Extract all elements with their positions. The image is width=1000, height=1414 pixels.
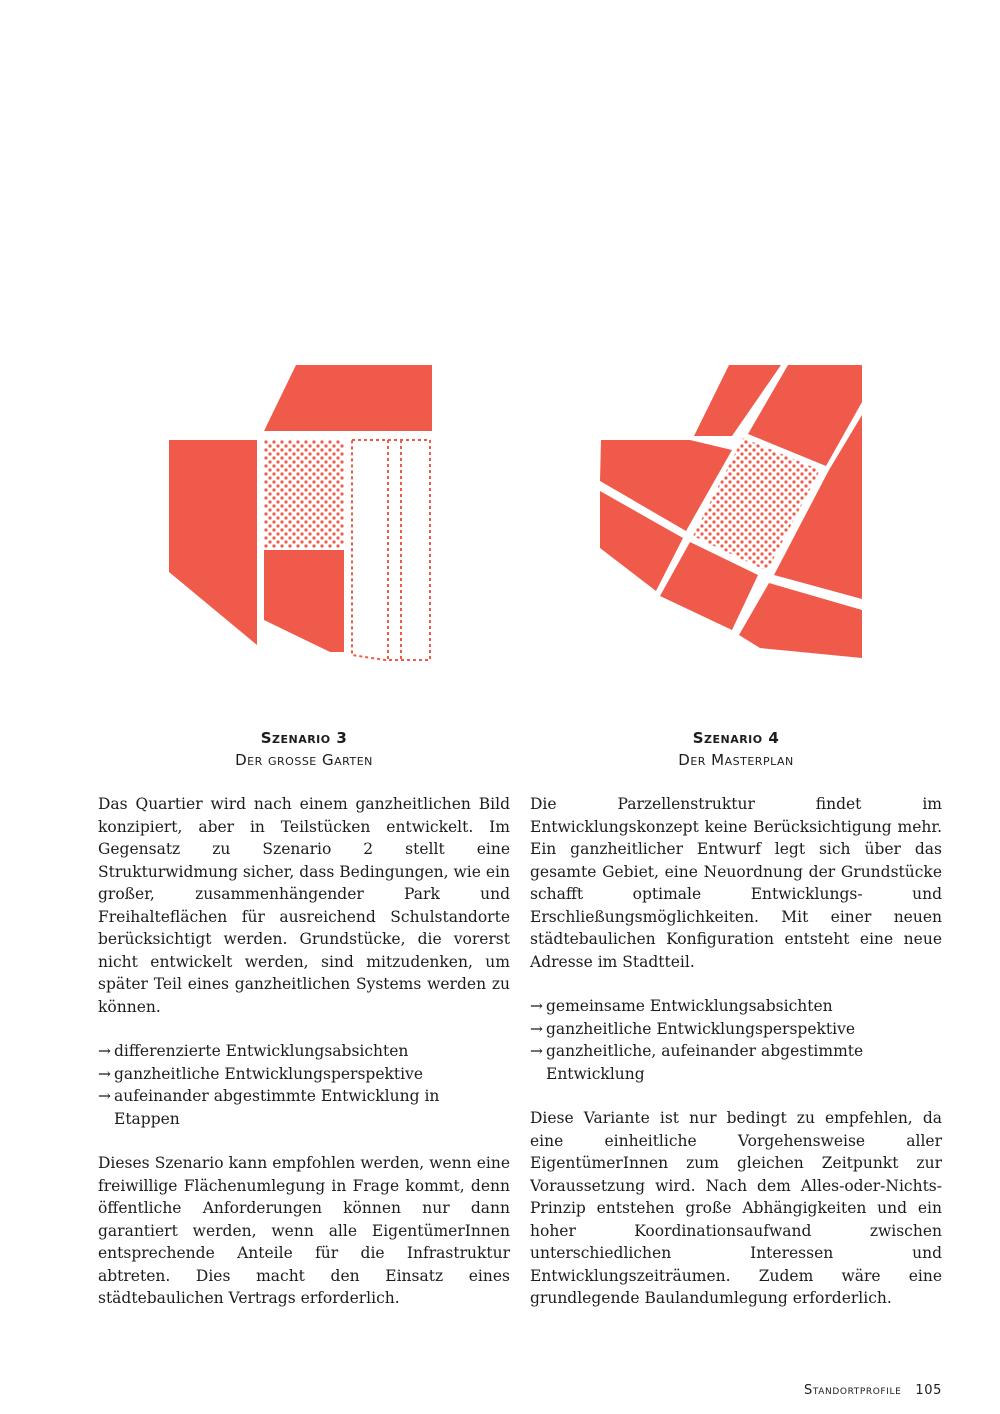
- scenario-3-bullet-list: [98, 1040, 510, 1130]
- scenario-4-title: Szenario 4: [692, 729, 780, 747]
- list-item-text: ganzheitliche, aufeinander abgestimmte Entwicklung: [546, 1042, 864, 1083]
- scenario-4-bullet-list: [530, 995, 942, 1085]
- park-area: [264, 440, 344, 548]
- arrow-right-icon: →: [98, 1087, 111, 1105]
- list-item: [98, 1040, 510, 1063]
- scenario-3-title: Szenario 3: [260, 729, 348, 747]
- arrow-right-icon: →: [98, 1064, 111, 1083]
- arrow-right-icon: →: [530, 1042, 543, 1060]
- list-item: [98, 1063, 510, 1086]
- footer-section-title: Standortprofile: [804, 1383, 902, 1398]
- list-item: [530, 1040, 942, 1085]
- arrow-right-icon: →: [530, 1019, 543, 1038]
- scenario-3-subtitle: Der grosse Garten: [235, 751, 373, 769]
- parcel-left: [169, 440, 257, 645]
- scenario-4-caption: [530, 728, 942, 771]
- list-item-text: aufeinander abgestimmte Entwicklung in Etappen: [114, 1087, 440, 1128]
- scenario-4-plan-graphic: [596, 360, 866, 660]
- page-number: 105: [915, 1383, 942, 1398]
- block-bottom-right: [739, 583, 862, 658]
- parcel-top: [264, 365, 432, 431]
- list-item-text: gemeinsame Entwicklungsabsichten: [546, 997, 833, 1015]
- list-item: [530, 995, 942, 1018]
- scenario-4-diagram: [596, 360, 866, 660]
- list-item: [98, 1085, 510, 1130]
- scenario-3-text-column: [98, 793, 510, 1332]
- reserved-parcel-right: [352, 440, 430, 660]
- scenario-3-diagram: [165, 360, 437, 666]
- scenario-3-conclusion: Dieses Szenario kann empfohlen werden, wenn eine freiwillige Flächenumlegung in Frage kommt, denn öffentliche Anforderungen können nur dann garantiert werden, wenn alle EigentümerInnen entsprechende Anteile für die Infrastruktur abtreten. Dies macht den Einsatz eines städtebaulichen Vertrags erforderlich.: [98, 1154, 510, 1307]
- parcel-bottom-middle: [264, 550, 344, 652]
- page-footer: [804, 1383, 942, 1398]
- list-item-text: differenzierte Entwicklungsabsichten: [114, 1042, 409, 1060]
- arrow-right-icon: →: [98, 1042, 111, 1060]
- scenario-3-plan-graphic: [165, 360, 437, 666]
- scenario-3-caption: [98, 728, 510, 771]
- scenario-4-intro: Die Parzellenstruktur findet im Entwicklungskonzept keine Berücksichtigung mehr. Ein ganzheitlicher Entwurf legt sich über das gesamte Gebiet, eine Neuordnung der Grundstücke schafft optimale Entwicklungs- und Erschließungsmöglichkeiten. Mit einer neuen städtebaulichen Konfiguration entsteht eine neue Adresse im Stadtteil.: [530, 795, 942, 971]
- list-item-text: ganzheitliche Entwicklungsperspektive: [114, 1064, 424, 1083]
- scenario-4-text-column: [530, 793, 942, 1332]
- arrow-right-icon: →: [530, 997, 543, 1015]
- scenario-4-conclusion: Diese Variante ist nur bedingt zu empfehlen, da eine einheitliche Vorgehensweise aller EigentümerInnen zum gleichen Zeitpunkt zur Voraussetzung wird. Nach dem Alles-oder-Nichts-Prinzip entstehen große Abhängigkeiten und ein hoher Koordinationsaufwand zwischen unterschiedlichen Interessen und Entwicklungszeiträumen. Zudem wäre eine grundlegende Baulandumlegung erforderlich.: [530, 1109, 942, 1307]
- scenario-4-subtitle: Der Masterplan: [678, 751, 794, 769]
- list-item-text: ganzheitliche Entwicklungsperspektive: [546, 1019, 856, 1038]
- list-item: [530, 1018, 942, 1041]
- scenario-3-intro: Das Quartier wird nach einem ganzheitlichen Bild konzipiert, aber in Teilstücken entwickelt. Im Gegensatz zu Szenario 2 stellt eine Strukturwidmung sicher, dass Bedingungen, wie ein großer, zusammenhängender Park und Freihalteflächen für ausreichend Schulstandorte berücksichtigt werden. Grundstücke, die vorerst nicht entwickelt werden, sind mitzudenken, um später Teil eines ganzheitlichen Systems werden zu können.: [98, 795, 510, 1016]
